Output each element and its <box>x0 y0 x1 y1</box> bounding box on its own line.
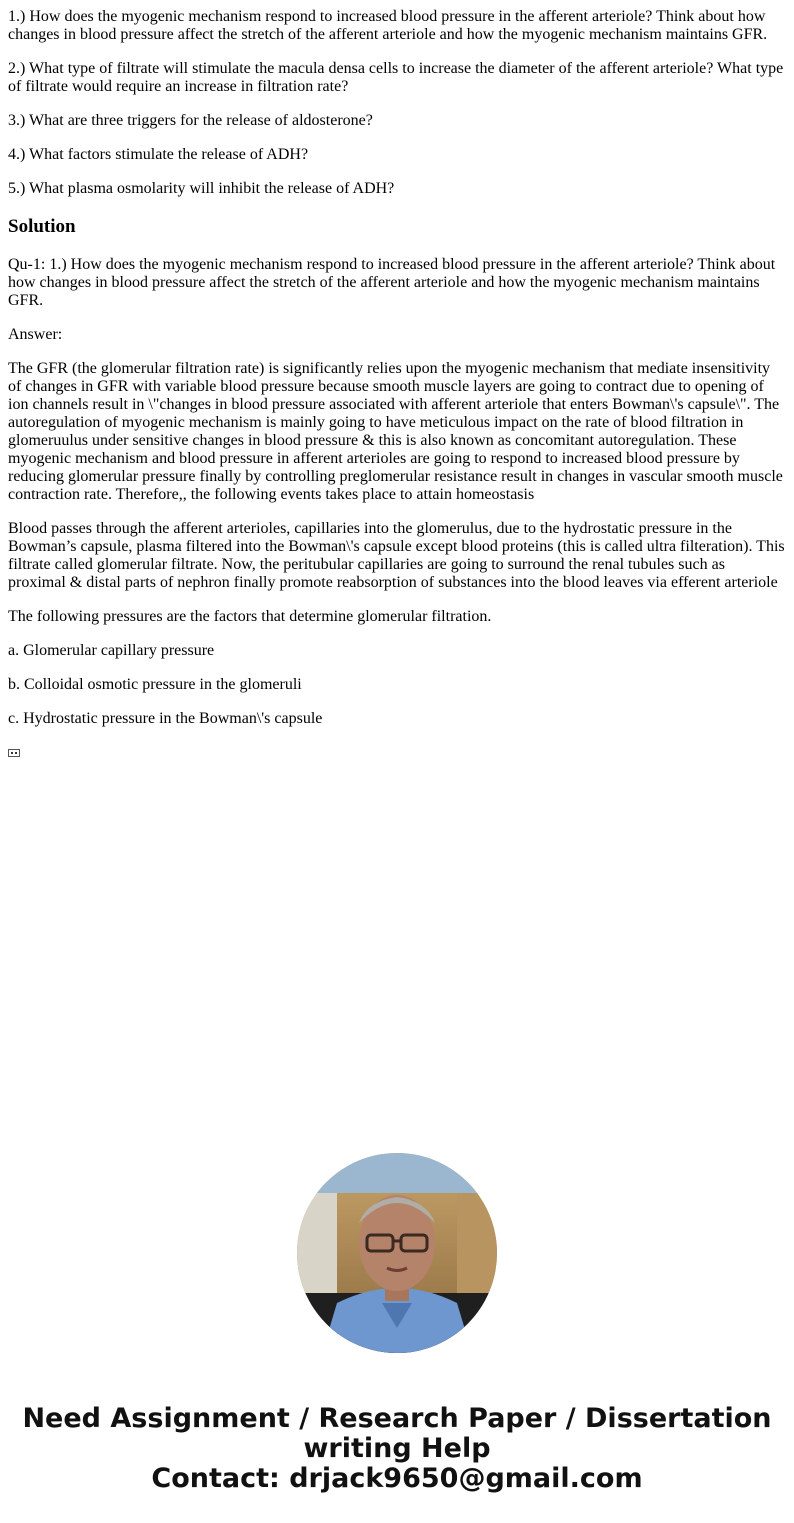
document-body <box>8 8 786 762</box>
promo-contact: Contact: drjack9650@gmail.com <box>151 1463 643 1494</box>
promo-line-2: writing Help <box>303 1433 491 1464</box>
broken-image-icon <box>8 749 20 757</box>
avatar-portrait <box>297 1153 497 1353</box>
question-5: 5.) What plasma osmolarity will inhibit the release of ADH? <box>8 180 395 197</box>
answer-paragraph-1: The GFR (the glomerular filtration rate) is significantly relies upon the myogenic mechanism that mediate insensitivity of changes in GFR with variable blood pressure because smooth muscle layers are going to contract due to opening of ion channels result in \"changes in blood pressure associated with afferent arteriole that enters Bowman\'s capsule\". The autoregulation of myogenic mechanism is mainly going to have meticulous impact on the rate of blood filtration in glomeruulus under sensitive changes in blood pressure & this is also known as concomitant autoregulation. These myogenic mechanism and blood pressure in afferent arterioles are going to respond to increased blood pressure by reducing glomerular pressure finally by controlling preglomerular resistance result in changes in vascular smooth muscle contraction rate. Therefore,, the following events takes place to attain homeostasis <box>8 360 783 503</box>
solution-question-repeat: Qu-1: 1.) How does the myogenic mechanism respond to increased blood pressure in the afferent arteriole? Think about how changes in blood pressure affect the stretch of the afferent arteriole and how the myogenic mechanism maintains GFR. <box>8 256 776 309</box>
factor-c: c. Hydrostatic pressure in the Bowman\'s capsule <box>8 710 323 727</box>
answer-paragraph-3: The following pressures are the factors that determine glomerular filtration. <box>8 608 492 625</box>
question-2: 2.) What type of filtrate will stimulate the macula densa cells to increase the diameter of the afferent arteriole? What type of filtrate would require an increase in filtration rate? <box>8 60 784 95</box>
question-3: 3.) What are three triggers for the release of aldosterone? <box>8 112 373 129</box>
promo-banner <box>0 1404 794 1494</box>
factor-a: a. Glomerular capillary pressure <box>8 642 215 659</box>
promo-line-1: Need Assignment / Research Paper / Dissertation <box>22 1403 772 1434</box>
question-4: 4.) What factors stimulate the release of ADH? <box>8 146 309 163</box>
question-1: 1.) How does the myogenic mechanism respond to increased blood pressure in the afferent arteriole? Think about how changes in blood pressure affect the stretch of the afferent arteriole and how the myogenic mechanism maintains GFR. <box>8 8 768 43</box>
answer-paragraph-2: Blood passes through the afferent arterioles, capillaries into the glomerulus, due to the hydrostatic pressure in the Bowman’s capsule, plasma filtered into the Bowman\'s capsule except blood proteins (this is called ultra filteration). This filtrate called glomerular filtrate. Now, the peritubular capillaries are going to surround the renal tubules such as proximal & distal parts of nephron finally promote reabsorption of substances into the blood leaves via efferent arteriole <box>8 520 785 591</box>
answer-label: Answer: <box>8 326 63 343</box>
solution-heading: Solution <box>8 216 76 237</box>
factor-b: b. Colloidal osmotic pressure in the glomeruli <box>8 676 302 693</box>
avatar <box>297 1153 497 1353</box>
